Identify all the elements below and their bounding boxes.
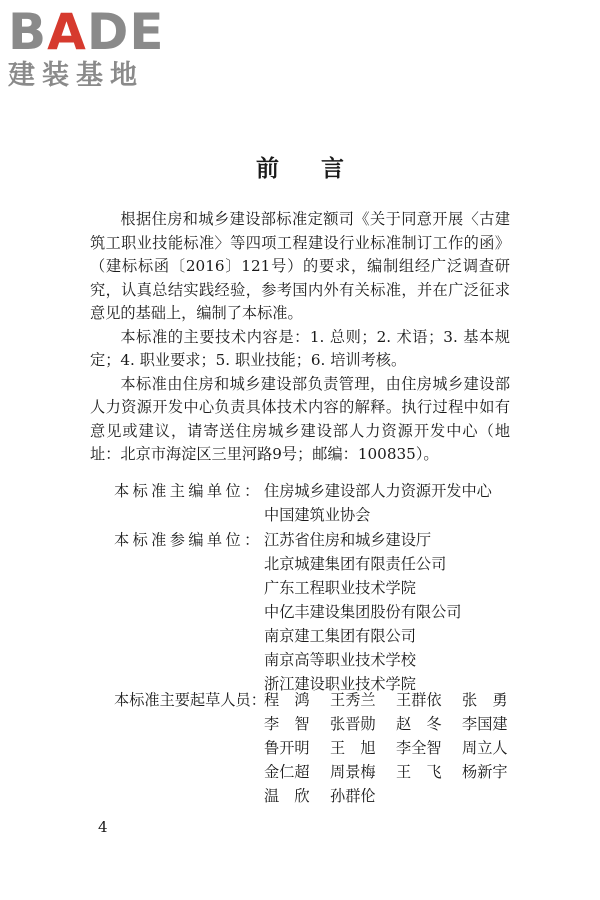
paragraph-main-contents: 本标准的主要技术内容是：1. 总则；2. 术语；3. 基本规定；4. 职业要求；5. 职业技能；6. 培训考核。: [90, 327, 510, 369]
drafter-name: 杨新宇: [462, 763, 508, 781]
drafter-name: 周立人: [462, 739, 508, 757]
drafter-name: 孙群伦: [330, 787, 376, 805]
drafter-name: 温 欣: [264, 787, 310, 805]
drafter-name: 张晋勋: [330, 715, 376, 733]
drafter-name-grid: [264, 784, 528, 808]
co-editor-unit: 江苏省住房和城乡建设厅: [264, 531, 432, 549]
co-editor-unit: 北京城建集团有限责任公司: [264, 555, 447, 573]
drafter-name: 李 智: [264, 715, 310, 733]
chief-editor-unit: 住房城乡建设部人力资源开发中心: [264, 482, 492, 500]
logo-letters-de: DE: [86, 3, 165, 61]
co-editor-unit: 南京建工集团有限公司: [264, 627, 416, 645]
drafter-name: 程 鸿: [264, 691, 310, 709]
paragraph-management: 本标准由住房和城乡建设部负责管理，由住房城乡建设部人力资源开发中心负责具体技术内容的解释。执行过程中如有意见或建议，请寄送住房城乡建设部人力资源开发中心（地址：北京市海淀区三里河路9号；邮编：100835）。: [90, 374, 510, 463]
drafter-name-grid: [264, 688, 528, 712]
co-editor-unit: 广东工程职业技术学院: [264, 579, 416, 597]
drafter-name: 李国建: [462, 715, 508, 733]
co-editor-unit: 中亿丰建设集团股份有限公司: [264, 603, 462, 621]
chief-editor-label: 本标准主编单位：: [114, 482, 263, 500]
drafter-name: 王群依: [396, 691, 442, 709]
drafter-section: [114, 688, 514, 808]
drafter-label: 本标准主要起草人员：: [114, 691, 266, 709]
co-editor-label: 本标准参编单位：: [114, 531, 263, 549]
bade-logo: [8, 3, 183, 92]
logo-wordmark: [8, 3, 183, 61]
logo-subtitle: 建装基地: [8, 60, 144, 91]
chief-editor-section: [114, 479, 514, 527]
co-editor-unit: 浙江建设职业技术学院: [264, 675, 416, 693]
logo-letter-b: B: [8, 3, 48, 61]
drafter-name: 赵 冬: [396, 715, 442, 733]
drafter-name: 王 旭: [330, 739, 376, 757]
co-editor-section: [114, 528, 514, 696]
logo-letter-a: A: [47, 3, 87, 61]
drafter-name: 李全智: [396, 739, 442, 757]
preface-body: [90, 208, 510, 467]
drafter-name-grid: [264, 736, 528, 760]
co-editor-unit: 南京高等职业技术学校: [264, 651, 416, 669]
drafter-name: 王秀兰: [330, 691, 376, 709]
drafter-name: 张 勇: [462, 691, 508, 709]
paragraph-compilation-basis: 根据住房和城乡建设部标准定额司《关于同意开展〈古建筑工职业技能标准〉等四项工程建设行业标准制订工作的函》（建标标函〔2016〕121号）的要求，编制组经广泛调查研究，认真总结实践经验，参考国内外有关标准，并在广泛征求意见的基础上，编制了本标准。: [90, 210, 510, 322]
drafter-name: 周景梅: [330, 763, 376, 781]
drafter-name: 金仁超: [264, 763, 310, 781]
drafter-name: 鲁开明: [264, 739, 310, 757]
chief-editor-unit: 中国建筑业协会: [264, 506, 371, 524]
page-number: 4: [98, 818, 108, 836]
drafter-name: 王 飞: [396, 763, 442, 781]
drafter-name-grid: [264, 712, 528, 736]
page-title: 前言: [256, 155, 386, 182]
drafter-name-grid: [264, 760, 528, 784]
